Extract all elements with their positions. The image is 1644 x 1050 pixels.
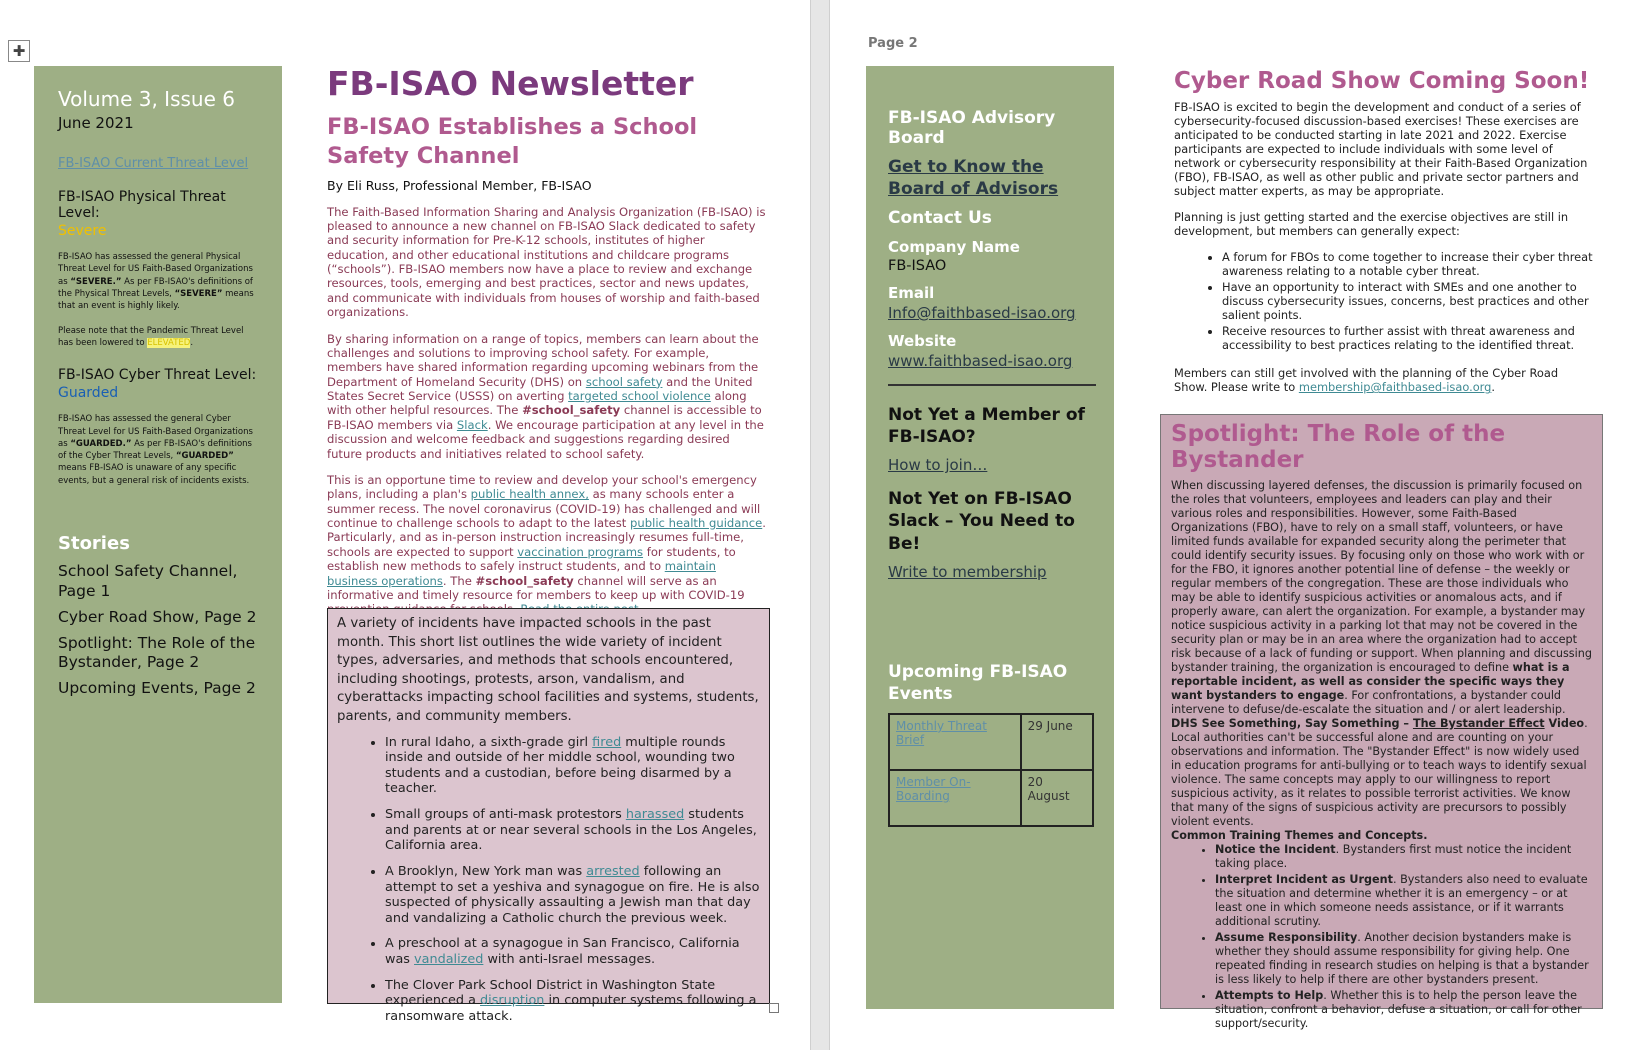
advisory-board-link[interactable]: Get to Know the Board of Advisors — [888, 157, 1059, 200]
resize-square-icon[interactable] — [769, 1003, 779, 1013]
spotlight-paragraph-1: When discussing layered defenses, the discussion is primarily focused on the roles that volunteers, employees and leaders can play and their various roles and responsibilities. However, some Faith-Based Organizations (FBO), have to rely on a small staff, volunteers, or have limited funds available for expanded security along the perimeter that could identify security issues. By focusing only on those who work with or for the FBO, it ignores another potential line of defense – the weekly or regular members of the congregation. These are those individuals who may be able to identify suspicious activities or anomalous acts, and if properly aware, can alert the organization. For example, a bystander may notice suspicious activity in a parking lot that may not be covered in the security plan or may be in an area where the organization had to accept risk because of a lack of funding or support. When planning and discussing bystander training, the organization is encouraged to define what is a reportable incident, as well as consider the specific ways they want bystanders to engage. For confrontations, a bystander could intervene to defuse/de-escalate the situation and / or alert leadership. — [1171, 479, 1592, 716]
list-item: • In rural Idaho, a sixth-grade girl fired multiple rounds inside and outside of her middle school, wounding two students and a custodian, before being disarmed by a teacher. — [385, 735, 761, 797]
contact-heading: Contact Us — [888, 208, 992, 229]
school-safety-link[interactable]: school safety — [585, 374, 663, 389]
physical-threat-heading: FB-ISAO Physical Threat Level: — [58, 189, 226, 221]
story-item: Upcoming Events, Page 2 — [58, 679, 256, 698]
list-item: • The Clover Park School District in Washington State experienced a disruption in computer systems following a ransomware attack. — [385, 978, 761, 1025]
incidents-textbox[interactable] — [327, 608, 770, 1024]
spotlight-title: Spotlight: The Role of the Bystander — [1171, 421, 1506, 473]
cyber-paragraph-3: Members can still get involved with the planning of the Cyber Road Show. Please write to membership@faithbased-isao.org. — [1174, 366, 1559, 395]
slack-heading: Not Yet on FB-ISAO Slack – You Need to Be! — [888, 489, 1075, 554]
cyber-expectations-list — [1174, 250, 1594, 352]
incident-link[interactable]: arrested — [586, 863, 640, 879]
sidebar-page-2 — [866, 66, 1114, 1009]
cyber-road-show-title: Cyber Road Show Coming Soon! — [1174, 68, 1590, 94]
newsletter-title: FB-ISAO Newsletter — [327, 64, 694, 103]
bystander-effect-link[interactable]: The Bystander Effect — [1412, 717, 1545, 730]
themes-list — [1171, 843, 1592, 1031]
vaccination-programs-link[interactable]: vaccination programs — [517, 544, 644, 559]
company-label: Company Name — [888, 238, 1020, 257]
incident-link[interactable]: harassed — [625, 807, 685, 823]
volume-issue: Volume 3, Issue 6 — [58, 87, 235, 111]
table-row — [889, 770, 1093, 826]
incident-link[interactable]: vandalized — [414, 951, 484, 967]
list-item: • Notice the Incident. Bystanders first must notice the incident taking place. — [1215, 843, 1592, 871]
story-item: School Safety Channel, Page 1 — [58, 562, 238, 600]
sidebar-page-1 — [34, 66, 282, 1003]
spotlight-textbox[interactable] — [1160, 414, 1603, 1030]
cyber-threat-level: Guarded — [58, 385, 119, 402]
business-operations-link[interactable]: maintain business operations — [327, 559, 716, 588]
article-paragraph-3: This is an opportune time to review and develop your school's emergency plans, including a plan's public health annex, as many schools enter a summer recess. The novel coronavirus (COVID-19) has challenged and will continue to challenge schools to adapt to the latest public health guidance. Particularly, and as in-person instruction increasingly resumes full-time, schools are expected to support vaccination programs for students, to establish new methods to safely instruct students, and to maintain business operations. The #school_safety channel will serve as an informative and timely resource for members to keep up with COVID-19 — [327, 473, 767, 617]
incidents-intro: A variety of incidents have impacted schools in the past month. This short list outlines the wide variety of incident types, adversaries, and methods that schools encountered, including shootings, protests, arson, vandalism, and cyberattacks impacting school facilities and systems, students, parents, and community members. — [337, 616, 759, 725]
byline: By Eli Russ, Professional Member, FB-ISAO — [327, 177, 592, 193]
event-name-link[interactable]: Monthly Threat Brief — [896, 718, 987, 747]
event-date-cell: 29 June — [1021, 714, 1093, 770]
incident-link[interactable]: fired — [592, 734, 622, 750]
website-link[interactable]: www.faithbased-isao.org — [888, 352, 1073, 371]
company-value: FB-ISAO — [888, 258, 947, 275]
advisory-board-heading: FB-ISAO Advisory Board — [888, 108, 1056, 148]
cyber-road-show-article — [1174, 64, 1594, 406]
pandemic-threat-text: Please note that the Pandemic Threat Level has been lowered to ELEVATED. — [58, 325, 244, 348]
event-date-cell: 20 August — [1021, 770, 1093, 826]
event-name-cell — [889, 714, 1021, 770]
membership-email-link[interactable]: membership@faithbased-isao.org — [1298, 380, 1492, 395]
list-item: • Interpret Incident as Urgent. Bystanders also need to evaluate the situation and determine whether it is an emergency – or at least one in which someone needs assistance, or if it warrants additional scrutiny. — [1215, 873, 1592, 929]
page-1 — [0, 0, 810, 1050]
cyber-paragraph-2: Planning is just getting started and the exercise objectives are still in development, but members can generally expect: — [1174, 210, 1569, 239]
current-threat-level-link[interactable]: FB-ISAO Current Threat Level — [58, 156, 249, 171]
list-item: • A Brooklyn, New York man was arrested following an attempt to set a yeshiva and synagogue on fire. He is also suspected of physically assaulting a Jewish man that day and vandalizing a Catholic church the previous week. — [385, 864, 761, 926]
list-item: • Assume Responsibility. Another decision bystanders make is whether they should assume responsibility for giving help. One repeated finding in research studies on helping is that a bystander is less likely to help if there are other bystanders present. — [1215, 931, 1592, 987]
article-paragraph-1: The Faith-Based Information Sharing and Analysis Organization (FB-ISAO) is pleased to announce a new channel on FB-ISAO Slack dedicated to safety and security information for Pre-K-12 schools, institutes of higher education, and other educational institutions and childcare programs (“schools”). FB-ISAO members now have a place to review and exchange resources, tools, emerging and best practices, sector and news updates, and communicate with individuals from houses of worship and faith-based organizations. — [327, 204, 766, 320]
targeted-violence-link[interactable]: targeted school violence — [568, 389, 711, 403]
events-heading: Upcoming FB-ISAO Events — [888, 661, 1068, 704]
list-item: • A preschool at a synagogue in San Francisco, California was vandalized with anti-Israel messages. — [385, 936, 761, 967]
cyber-paragraph-1: FB-ISAO is excited to begin the development and conduct of a series of cybersecurity-focused discussion-based exercises! These exercises are anticipated to be conducted starting in late 2021 and 2022. Exercise participants are expected to include individuals with some level of network or cybersecurity responsibility at their Faith-Based Organization (FBO), FB-ISAO, as well as other public and private sector partners and subject matter experts, as may be appropriate. — [1174, 100, 1588, 199]
public-health-annex-link[interactable]: public health annex, — [470, 487, 589, 502]
event-name-cell — [889, 770, 1021, 826]
article-paragraph-2: By sharing information on a range of topics, members can learn about the challenges and solutions to improving school safety. For example, members have shared information regarding upcoming webinars from the Department of Homeland Security (DHS) on school safety and the United States Secret Service (USSS) on averting targeted school violence along with other helpful resources. The #school_safety channel is accessible to FB-ISAO members via Slack. We encourage participation at any level in the discussion and welcome feedback and suggestions regarding desired future products and initiatives related to school safety. — [327, 331, 764, 461]
list-item: • Small groups of anti-mask protestors harassed students and parents at or near several schools in the Los Angeles, California area. — [385, 807, 761, 854]
member-heading: Not Yet a Member of FB-ISAO? — [888, 405, 1085, 448]
how-to-join-link[interactable]: How to join… — [888, 456, 988, 475]
incident-link[interactable]: disruption — [480, 993, 545, 1009]
stories-heading: Stories — [58, 533, 130, 555]
slack-link[interactable]: Slack — [456, 417, 488, 432]
page-2 — [830, 0, 1644, 1050]
table-row — [889, 714, 1093, 770]
incidents-list — [337, 735, 761, 1025]
themes-heading: Common Training Themes and Concepts. — [1171, 829, 1428, 842]
list-item: • Have an opportunity to interact with SMEs and one another to discuss cybersecurity issues, concerns, best practices and other salient points. — [1222, 280, 1594, 322]
main-article — [327, 62, 767, 629]
physical-threat-text: FB-ISAO has assessed the general Physical Threat Level for US Faith-Based Organizations as “SEVERE.” As per FB-ISAO's definitions of the Physical Threat Levels, “SEVERE” means that an event is highly likely. — [58, 252, 254, 312]
story-item: Spotlight: The Role of the Bystander, Page 2 — [58, 633, 256, 672]
page-number: Page 2 — [868, 36, 918, 51]
event-name-link[interactable]: Member On-Boarding — [896, 774, 971, 803]
website-label: Website — [888, 332, 957, 351]
article-title: FB-ISAO Establishes a School Safety Channel — [327, 114, 698, 170]
list-item: • Attempts to Help. Whether this is to help the person leave the situation, confront a behavior, defuse a situation, or call for other support/security. — [1215, 989, 1592, 1031]
email-label: Email — [888, 284, 935, 303]
email-link[interactable]: Info@faithbased-isao.org — [888, 304, 1076, 323]
list-item: • Receive resources to further assist with threat awareness and accessibility to best practices relating to the identified threat. — [1222, 324, 1594, 352]
cyber-threat-text: FB-ISAO has assessed the general Cyber Threat Level for US Faith-Based Organizations as “GUARDED.” As per FB-ISAO's definitions of the Cyber Threat Levels, “GUARDED” means FB-ISAO is unaware of any specific events, but a general risk of incidents exists. — [58, 414, 253, 486]
list-item: • A forum for FBOs to come together to increase their cyber threat awareness relating to a notable cyber threat. — [1222, 250, 1594, 278]
write-membership-link[interactable]: Write to membership — [888, 562, 1047, 581]
public-health-guidance-link[interactable]: public health guidance — [630, 516, 763, 530]
spotlight-paragraph-2: DHS See Something, Say Something – The Bystander Effect Video. Local authorities can't be successful alone and are counting on your observations and information. The "Bystander Effect" is now widely used in education programs for anti-bullying or to teach ways to identify sexual violence. The same concepts may apply to our willingness to report suspicious activity, as it relates to possible terrorist activities. We know that many of the signs of suspicious activity are precursors to possibly violent events. — [1171, 717, 1588, 828]
physical-threat-level: Severe — [58, 223, 107, 239]
move-crosshair-icon[interactable]: ✚ — [8, 40, 30, 62]
issue-date: June 2021 — [58, 114, 134, 132]
page-gutter — [810, 0, 830, 1050]
pandemic-level-badge: ELEVATED — [147, 337, 191, 348]
cyber-threat-heading: FB-ISAO Cyber Threat Level: — [58, 367, 257, 384]
story-item: Cyber Road Show, Page 2 — [58, 607, 257, 626]
events-table — [888, 713, 1094, 827]
divider — [888, 384, 1096, 386]
